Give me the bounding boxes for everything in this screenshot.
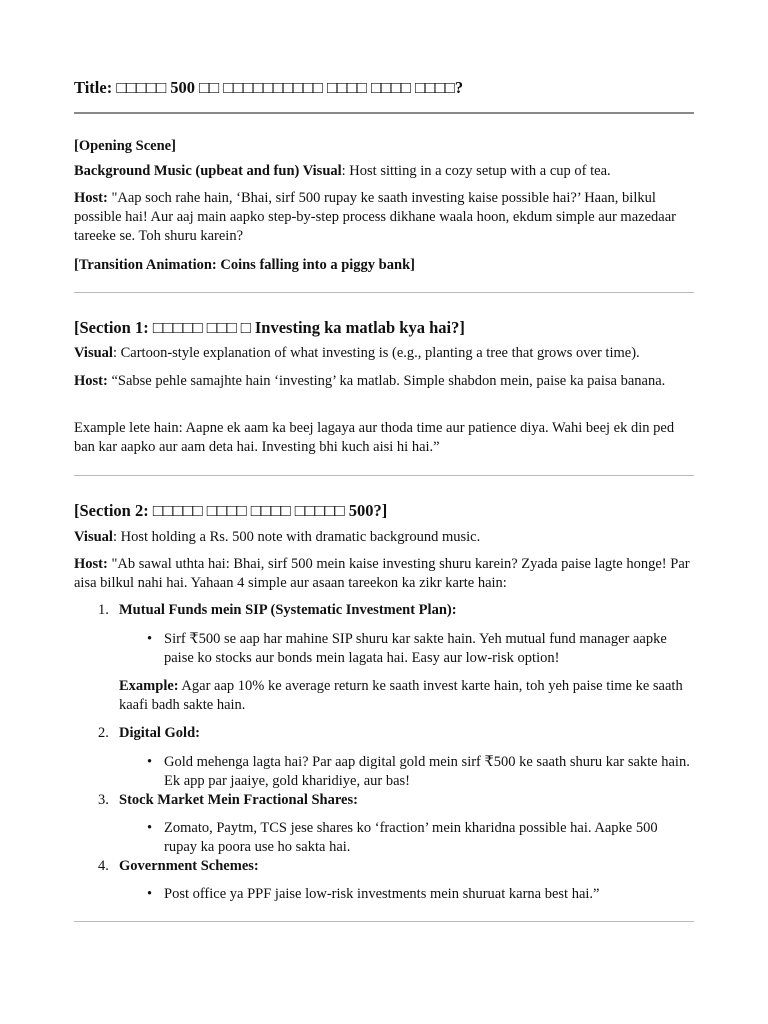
section-1-visual	[74, 344, 694, 363]
section-2-visual	[74, 528, 694, 547]
host-text: "Aap soch rahe hain, ‘Bhai, sirf 500 rupay ke saath investing kaise possible hai?’ Haan, bilkul possible hai! Aur aaj main aapko step-by-step process dikhane waala hoon, ekdum simple aur mazedaar tareeke se. Toh shuru karein?	[74, 190, 676, 244]
bullet-icon: •	[147, 631, 153, 647]
title-text: □□□□□ 500 □□ □□□□□□□□□□ □□□□ □□□□ □□□□?	[116, 78, 464, 97]
visual-text: : Cartoon-style explanation of what investing is (e.g., planting a tree that grows over time).	[112, 345, 640, 361]
section-divider	[74, 921, 694, 922]
list-item-bullet: Sirf ₹500 se aap har mahine SIP shuru kar sakte hain. Yeh mutual fund manager aapke paise ko stocks aur bonds mein lagata hai. Easy aur low-risk option!	[164, 631, 667, 666]
list-item-label: Mutual Funds mein SIP (Systematic Investment Plan):	[119, 602, 457, 618]
title-label: Title:	[74, 78, 113, 97]
list-item-label: Stock Market Mein Fractional Shares:	[119, 792, 358, 808]
section-1-example: Example lete hain: Aapne ek aam ka beej lagaya aur thoda time aur patience diya. Wahi beej ek din ped ban kar aapko aur aam deta hai. Investing bhi kuch aisi hi hai.”	[74, 420, 675, 455]
section-2-heading: [Section 2: □□□□□ □□□□ □□□□ □□□□□ 500?]	[74, 501, 388, 520]
example-label: Example:	[119, 678, 179, 694]
opening-host-line	[74, 189, 694, 246]
section-divider	[74, 292, 694, 293]
page-title	[74, 78, 463, 98]
bullet-icon: •	[147, 886, 153, 902]
music-text: : Host sitting in a cozy setup with a cup of tea.	[341, 163, 611, 179]
list-number: 2.	[98, 725, 109, 741]
title-divider	[74, 112, 694, 114]
list-item-bullet: Gold mehenga lagta hai? Par aap digital gold mein sirf ₹500 ke saath shuru kar sakte hain. Ek app par jaaiye, gold kharidiye, aur bas!	[164, 754, 690, 789]
host-label: Host:	[74, 556, 108, 572]
list-item-bullet: Post office ya PPF jaise low-risk investments mein shuruat karna best hai.”	[164, 886, 600, 902]
host-label: Host:	[74, 190, 108, 206]
bullet-icon: •	[147, 754, 153, 770]
host-text: “Sabse pehle samajhte hain ‘investing’ ka matlab. Simple shabdon mein, paise ka paisa banana.	[107, 373, 666, 389]
list-number: 4.	[98, 858, 109, 874]
opening-scene-label: [Opening Scene]	[74, 138, 176, 154]
section-1-host	[74, 372, 694, 391]
list-item-example	[119, 677, 694, 715]
visual-label: Visual	[74, 345, 113, 361]
bullet-icon: •	[147, 820, 153, 836]
music-label: Background Music (upbeat and fun) Visual	[74, 163, 342, 179]
section-1-heading: [Section 1: □□□□□ □□□ □ Investing ka matlab kya hai?]	[74, 318, 465, 337]
example-text: Agar aap 10% ke average return ke saath invest karte hain, toh yeh paise time ke saath kaafi badh sakte hain.	[119, 678, 683, 713]
list-item-label: Government Schemes:	[119, 858, 259, 874]
visual-text: : Host holding a Rs. 500 note with dramatic background music.	[112, 529, 481, 545]
section-divider	[74, 475, 694, 476]
opening-music-line	[74, 162, 694, 181]
list-number: 3.	[98, 792, 109, 808]
list-item-label: Digital Gold:	[119, 725, 200, 741]
host-label: Host:	[74, 373, 108, 389]
section-2-host	[74, 555, 694, 593]
visual-label: Visual	[74, 529, 113, 545]
list-number: 1.	[98, 602, 109, 618]
list-item-bullet: Zomato, Paytm, TCS jese shares ko ‘fraction’ mein kharidna possible hai. Aapke 500 rupay ka poora use ho sakta hai.	[164, 820, 658, 855]
host-text: "Ab sawal uthta hai: Bhai, sirf 500 mein kaise investing shuru karein? Zyada paise lagte honge! Par aisa bilkul nahi hai. Yahaan 4 simple aur asaan tareekon ka zikr karte hain:	[74, 556, 690, 591]
transition-note: [Transition Animation: Coins falling into a piggy bank]	[74, 257, 415, 273]
